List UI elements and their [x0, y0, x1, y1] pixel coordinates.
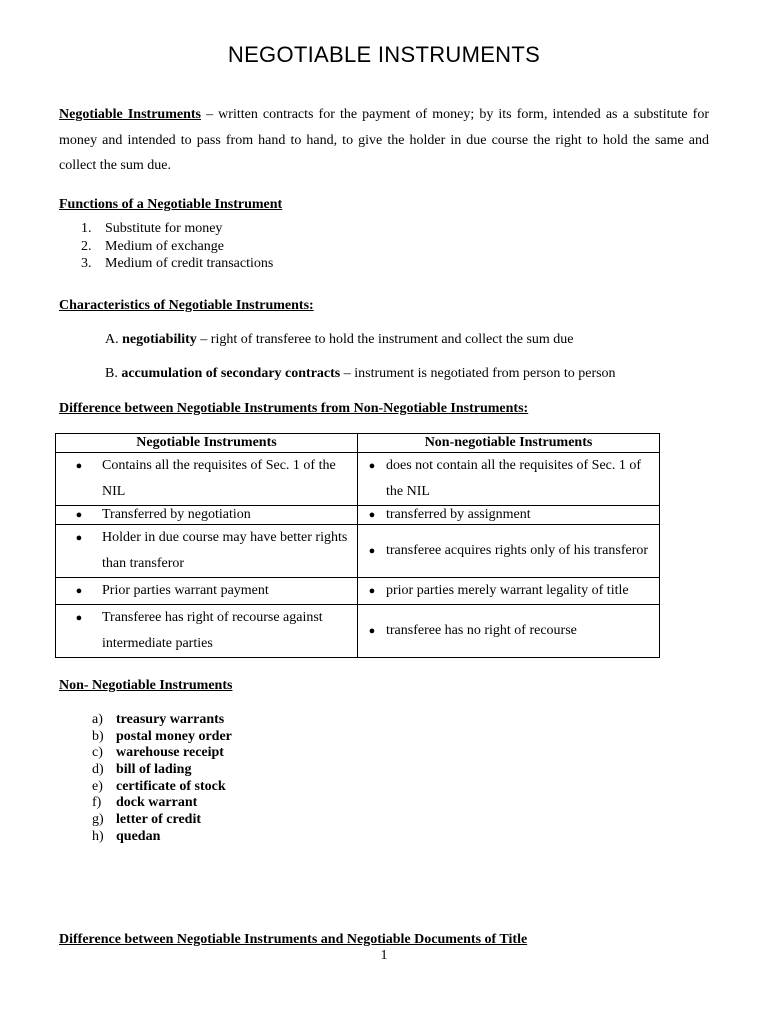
list-item: 2. Medium of exchange: [81, 238, 224, 254]
list-item: a) treasury warrants: [92, 712, 225, 727]
difference-heading: Difference between Negotiable Instruments from Non-Negotiable Instruments:: [59, 401, 529, 416]
table-cell: Contains all the requisites of Sec. 1 of the NIL: [102, 458, 336, 499]
bullet-icon: ●: [75, 612, 83, 624]
page-title: NEGOTIABLE INSTRUMENTS: [227, 42, 541, 67]
functions-heading: Functions of a Negotiable Instrument: [59, 197, 283, 212]
table-cell: Holder in due course may have better rights than transferor: [102, 530, 348, 571]
characteristic-item: A. negotiability – right of transferee to hold the instrument and collect the sum due: [105, 332, 574, 347]
table-row: [56, 453, 660, 506]
page-number: 1: [380, 948, 388, 963]
bullet-icon: ●: [368, 460, 376, 472]
table-cell: prior parties merely warrant legality of title: [386, 583, 629, 598]
definition-paragraph: [59, 102, 709, 179]
column-header-negotiable: Negotiable Instruments: [56, 434, 358, 453]
definition-text: – written contracts for the payment of money; by its form, intended as a substitute for money and intended to pass from hand to hand, to give the holder in due course the right to hold the same and collect the sum due.: [59, 107, 709, 173]
table-cell: Transferee has right of recourse against intermediate parties: [102, 610, 323, 651]
non-negotiable-list: [92, 712, 232, 846]
table-row: [56, 578, 660, 605]
table-cell: transferee acquires rights only of his transferor: [386, 543, 649, 558]
table-cell: Transferred by negotiation: [102, 507, 251, 522]
definition-term: Negotiable Instruments: [59, 107, 201, 122]
bullet-icon: ●: [368, 625, 376, 637]
table-cell: transferred by assignment: [386, 507, 531, 522]
bullet-icon: ●: [75, 532, 83, 544]
table-row: [56, 605, 660, 658]
list-item: b) postal money order: [92, 728, 232, 744]
functions-list: [59, 220, 273, 273]
characteristics-heading: Characteristics of Negotiable Instruments:: [59, 298, 314, 313]
table-header-row: [56, 434, 660, 453]
table-cell: transferee has no right of recourse: [386, 623, 577, 638]
list-item: h) quedan: [92, 828, 161, 844]
bullet-icon: ●: [368, 545, 376, 557]
list-item: c) warehouse receipt: [92, 745, 224, 761]
bullet-icon: ●: [75, 585, 83, 597]
table-cell: does not contain all the requisites of Sec. 1 of the NIL: [386, 458, 642, 499]
comparison-table: [55, 433, 660, 658]
list-item: d) bill of lading: [92, 762, 192, 778]
list-item: 1. Substitute for money: [81, 221, 223, 236]
column-header-non-negotiable: Non-negotiable Instruments: [358, 434, 660, 453]
list-item: g) letter of credit: [92, 812, 201, 828]
bullet-icon: ●: [368, 509, 376, 521]
non-negotiable-heading: Non- Negotiable Instruments: [59, 678, 233, 693]
list-item: f) dock warrant: [92, 795, 198, 811]
table-row: [56, 525, 660, 578]
bullet-icon: ●: [75, 460, 83, 472]
table-cell: Prior parties warrant payment: [102, 583, 269, 598]
characteristic-item: B. accumulation of secondary contracts – instrument is negotiated from person to person: [105, 366, 616, 381]
list-item: 3. Medium of credit transactions: [81, 256, 274, 271]
documents-of-title-heading: Difference between Negotiable Instruments and Negotiable Documents of Title: [59, 932, 528, 947]
bullet-icon: ●: [75, 509, 83, 521]
list-item: e) certificate of stock: [92, 778, 226, 794]
bullet-icon: ●: [368, 585, 376, 597]
table-row: [56, 506, 660, 525]
